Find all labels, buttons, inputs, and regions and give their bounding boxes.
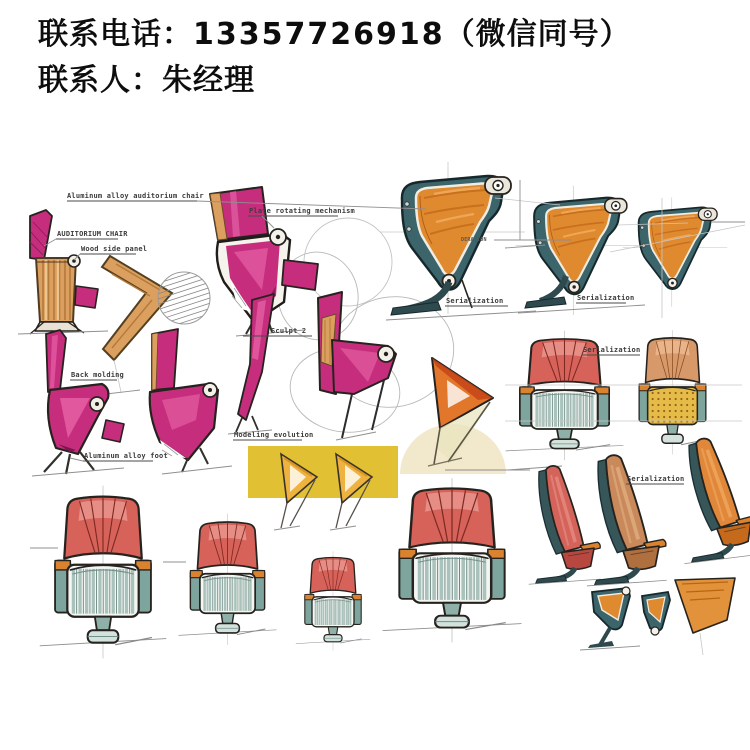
- chair-pink-wedge: [228, 294, 274, 434]
- chair-front-center: [383, 478, 522, 642]
- chair-front-large: [40, 486, 166, 659]
- label-auditorium-chair: AUDITORIUM CHAIR: [57, 230, 128, 238]
- phone-label: 联系电话：: [38, 17, 193, 52]
- label-serialization-2: Serialization: [577, 294, 635, 302]
- label-serialization-3: Serialization: [583, 346, 641, 354]
- label-sculpt-2: Sculpt 2: [271, 327, 307, 335]
- chair-side-orange: [678, 436, 750, 564]
- chair-wood-side-view: [18, 210, 108, 334]
- chair-side-red: [529, 466, 601, 584]
- person-label: 联系人：: [38, 63, 162, 98]
- chair-front-medium: [179, 514, 277, 645]
- orange-panel-triangle: [675, 578, 735, 655]
- label-deration: DERATION: [461, 237, 487, 243]
- chair-pink-folded: [318, 292, 396, 440]
- yellow-highlight-box: [248, 446, 398, 530]
- label-aluminum-alloy-auditorium-chair: Aluminum alloy auditorium chair: [67, 192, 204, 200]
- label-serialization-1: Serialization: [446, 297, 504, 305]
- phone-number: 13357726918: [193, 17, 445, 52]
- label-back-molding: Back molding: [71, 371, 124, 379]
- chair-mini-folded-2: [642, 592, 670, 635]
- chair-mini-folded-1: [580, 587, 640, 650]
- wechat-note: （微信同号）: [444, 17, 631, 52]
- label-aluminum-alloy-foot: Aluminum alloy foot: [84, 452, 168, 460]
- chair-front-dotted: [639, 330, 706, 455]
- person-name: 朱经理: [162, 63, 255, 98]
- label-serialization-4: Serialization: [627, 475, 685, 483]
- chair-front-small: [296, 551, 370, 651]
- label-wood-side-panel: Wood side panel: [81, 245, 148, 253]
- label-plate-rotating-mechanism: Plate rotating mechanism: [249, 207, 355, 215]
- label-modeling-evolution: Modeling evolution: [234, 431, 314, 439]
